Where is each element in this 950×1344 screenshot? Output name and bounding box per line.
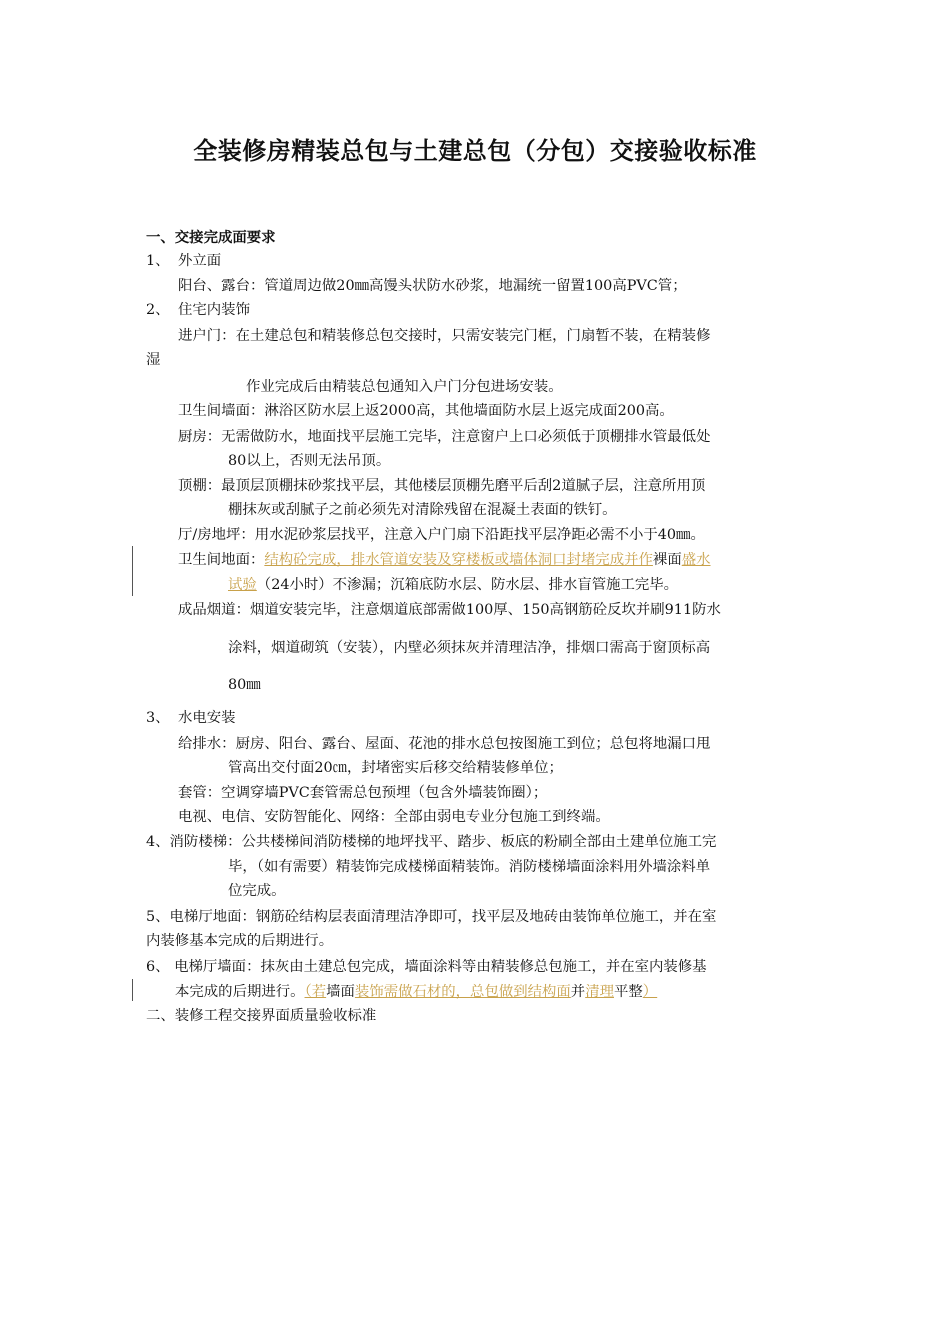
flue-line3: 80㎜ — [228, 677, 261, 693]
item6-plain-a: 墙面 — [326, 984, 355, 1000]
section2-heading: 二、装修工程交接界面质量验收标准 — [146, 1008, 377, 1024]
drainage-line2: 管高出交付面20㎝，封堵密实后移交给精装修单位； — [228, 760, 563, 776]
item6-line2-prefix: 本完成的后期进行。 — [175, 984, 305, 1000]
weak-current-text: 电视、电信、安防智能化、网络：全部由弱电专业分包施工到终端。 — [178, 809, 610, 825]
revision-text: 试验 — [228, 577, 257, 593]
item4-line2: 毕，（如有需要）精装饰完成楼梯面精装饰。消防楼梯墙面涂料用外墙涂料单 — [228, 859, 711, 875]
item6-plain-b: 并 — [570, 984, 586, 1000]
entry-door-line3: 作业完成后由精装总包通知入户门分包进场安装。 — [246, 379, 563, 395]
item3-number: 3、 — [146, 710, 170, 726]
item5-line2: 内装修基本完成的后期进行。 — [146, 933, 334, 949]
item4-line3: 位完成。 — [228, 883, 286, 899]
hall-floor-text: 厅/房地坪：用水泥砂浆层找平，注意入户门扇下沿距找平层净距必需不小于40㎜。 — [178, 527, 705, 543]
section1-heading: 一、交接完成面要求 — [146, 230, 276, 246]
kitchen-line1: 厨房：无需做防水，地面找平层施工完毕，注意窗户上口必须低于顶棚排水管最低处 — [178, 429, 711, 445]
drainage-line1: 给排水：厨房、阳台、露台、屋面、花池的排水总包按图施工到位；总包将地漏口甩 — [178, 736, 711, 752]
item5-line1: 5、电梯厅地面：钢筋砼结构层表面清理洁净即可，找平层及地砖由装饰单位施工，并在室 — [146, 909, 717, 925]
item1-number: 1、 — [146, 253, 170, 269]
bathroom-floor-suffix: （24小时）不渗漏；沉箱底防水层、防水层、排水盲管施工完毕。 — [256, 577, 679, 593]
revision-text: （若 — [304, 984, 327, 1000]
page-title: 全装修房精装总包与土建总包（分包）交接验收标准 — [193, 137, 757, 165]
sleeve-text: 套管：空调穿墙PVC套管需总包预埋（包含外墙装饰圈）； — [178, 785, 548, 801]
balcony-text: 阳台、露台：管道周边做20㎜高馒头状防水砂浆，地漏统一留置100高PVC管； — [178, 278, 687, 294]
entry-door-line1: 进户门：在土建总包和精装修总包交接时，只需安装完门框，门扇暂不装，在精装修 — [178, 328, 711, 344]
bathroom-floor-line2 — [228, 575, 678, 595]
item1-label: 外立面 — [178, 253, 222, 269]
flue-line1: 成品烟道：烟道安装完毕，注意烟道底部需做100厚、150高钢筋砼反坎并刷911防水 — [178, 602, 721, 618]
item6-line2 — [175, 982, 657, 1002]
ceiling-line2: 棚抹灰或刮腻子之前必须先对清除残留在混凝土表面的铁钉。 — [228, 502, 617, 518]
bathroom-floor-mid: 裸面 — [652, 552, 682, 568]
change-bar — [132, 546, 133, 596]
item3-label: 水电安装 — [178, 710, 236, 726]
item2-number: 2、 — [146, 302, 170, 318]
entry-door-line2: 湿 — [146, 352, 161, 368]
bathroom-floor-prefix: 卫生间地面： — [178, 552, 265, 568]
change-bar — [132, 979, 133, 1001]
revision-text: 装饰需做石材的，总包做到结构面 — [354, 984, 571, 1000]
bathroom-wall-text: 卫生间墙面：淋浴区防水层上返2000高，其他墙面防水层上返完成面200高。 — [178, 403, 674, 419]
flue-line2: 涂料，烟道砌筑（安装），内壁必须抹灰并清理洁净，排烟口需高于窗顶标高 — [228, 640, 711, 656]
revision-text: 结构砼完成，排水管道安装及穿楼板或墙体洞口封堵完成并作 — [264, 552, 653, 568]
revision-text: 清理 — [585, 984, 614, 1000]
item4-line1: 4、消防楼梯：公共楼梯间消防楼梯的地坪找平、踏步、板底的粉刷全部由土建单位施工完 — [146, 834, 717, 850]
kitchen-line2: 80以上，否则无法吊顶。 — [228, 453, 391, 469]
revision-text: 盛水 — [681, 552, 711, 568]
ceiling-line1: 顶棚：最顶层顶棚抹砂浆找平层，其他楼层顶棚先磨平后刮2道腻子层，注意所用顶 — [178, 478, 706, 494]
item2-label: 住宅内装饰 — [178, 302, 250, 318]
bathroom-floor-line1 — [178, 550, 711, 570]
revision-text: ） — [642, 984, 658, 1000]
item6-plain-c: 平整 — [614, 984, 643, 1000]
item6-line1: 6、 电梯厅墙面：抹灰由土建总包完成，墙面涂料等由精装修总包施工，并在室内装修基 — [146, 959, 707, 975]
